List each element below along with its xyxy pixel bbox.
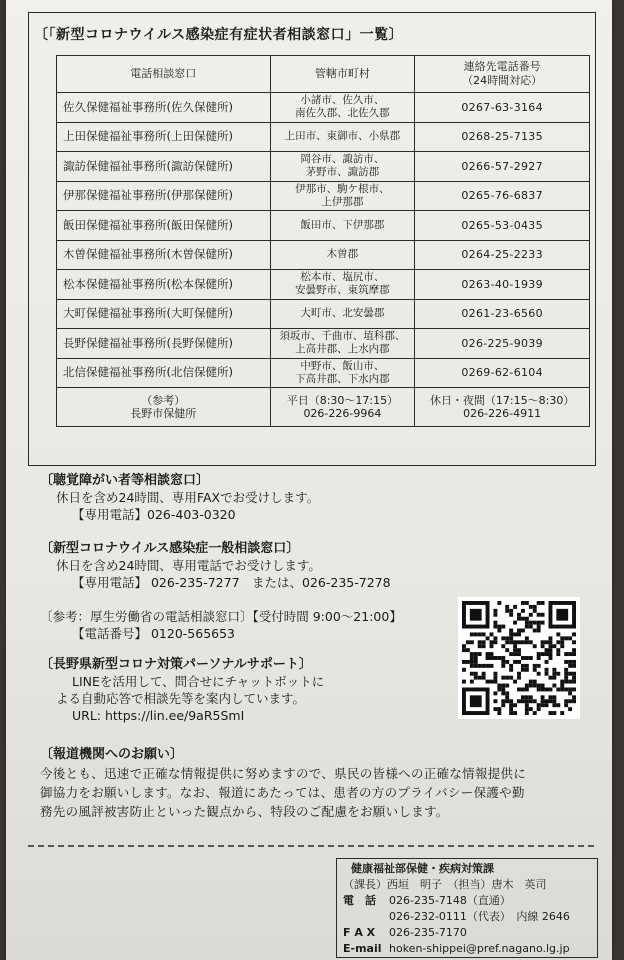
table-header-row <box>57 56 590 93</box>
mhlw-line2: 【電話番号】 0120-565653 <box>72 626 236 641</box>
document-page <box>6 0 612 960</box>
ref-name: 長野市保健所 <box>130 407 197 420</box>
area-cell <box>270 270 415 300</box>
area-line1: 中野市、飯山市、 <box>300 359 385 372</box>
table-row <box>57 329 590 359</box>
hearing-line1: 休日を含め24時間、専用FAXでお受けします。 <box>56 490 320 505</box>
office-cell: 伊那保健福祉事務所(伊那保健所) <box>57 181 271 211</box>
line-support-line2: よる自動応答で相談先等を案内しています。 <box>56 691 306 706</box>
consultation-table <box>56 55 590 427</box>
table-row <box>57 211 590 241</box>
area-line2: 茅野市、諏訪郡 <box>305 166 380 179</box>
area-line1: 岡谷市、諏訪市、 <box>300 153 385 166</box>
area-line1: 須坂市、千曲市、埴科郡、 <box>279 330 406 343</box>
press-line1: 今後とも、迅速で正確な情報提供に努めますので、県民の皆様への正確な情報提供に <box>40 766 527 781</box>
tel-cell: 0263-40-1939 <box>415 270 590 300</box>
mhlw-line1: 〔参考：厚生労働省の電話相談窓口〕【受付時間 9:00～21:00】 <box>40 609 402 624</box>
mhlw-section <box>40 608 402 642</box>
ref-holiday-tel: 026-226-4911 <box>463 407 542 420</box>
tel-cell: 0269-62-6104 <box>415 358 590 388</box>
table-row <box>57 299 590 329</box>
office-cell: 松本保健福祉事務所(松本保健所) <box>57 270 271 300</box>
contact-dept: 健康福祉部保健・疾病対策課 <box>351 862 494 875</box>
area-cell <box>270 152 415 182</box>
area-line2: 下高井郡、下水内郡 <box>295 372 390 385</box>
general-section <box>40 540 391 591</box>
line-support-url[interactable]: URL: https://lin.ee/9aR5SmI <box>72 708 245 723</box>
office-cell: 諏訪保健福祉事務所(諏訪保健所) <box>57 152 271 182</box>
office-cell: 北信保健福祉事務所(北信保健所) <box>57 358 271 388</box>
contact-fax-label: F A X <box>343 926 376 939</box>
table-row <box>57 240 590 270</box>
contact-tel2: 026-232-0111（代表） 内線 2646 <box>389 910 570 923</box>
contact-mail[interactable]: hoken-shippei@pref.nagano.lg.jp <box>389 942 570 955</box>
ref-office-cell <box>57 388 271 427</box>
hearing-heading: 〔聴覚障がい者等相談窓口〕 <box>40 473 210 488</box>
office-cell: 上田保健福祉事務所(上田保健所) <box>57 122 271 152</box>
table-row <box>57 122 590 152</box>
area-cell <box>270 211 415 241</box>
area-cell <box>270 181 415 211</box>
tel-cell: 026-225-9039 <box>415 329 590 359</box>
press-section <box>40 745 600 821</box>
contact-mail-row <box>343 941 591 957</box>
area-line1: 飯田市、下伊那郡 <box>300 218 385 231</box>
header-area: 管轄市町村 <box>270 56 415 93</box>
line-support-heading: 〔長野県新型コロナ対策パーソナルサポート〕 <box>40 657 312 672</box>
press-line2: 御協力をお願いします。なお、報道にあたっては、患者の方のプライバシー保護や勤 <box>40 785 525 800</box>
table-title: 〔「新型コロナウイルス感染症有症状者相談窓口」一覧〕 <box>34 27 404 43</box>
header-office: 電話相談窓口 <box>57 56 271 93</box>
ref-holiday: 休日・夜間（17:15～8:30） <box>429 394 575 407</box>
area-cell <box>270 122 415 152</box>
table-row-reference <box>57 388 590 427</box>
contact-mail-label: E-mail <box>343 942 382 955</box>
line-support-section <box>40 656 324 724</box>
area-line1: 上田市、東御市、小県郡 <box>284 130 401 143</box>
divider <box>28 845 594 847</box>
general-heading: 〔新型コロナウイルス感染症一般相談窓口〕 <box>40 541 300 556</box>
area-line1: 伊那市、駒ケ根市、 <box>295 182 390 195</box>
ref-label: （参考） <box>141 394 186 407</box>
header-tel-label: 連絡先電話番号 <box>463 60 541 73</box>
area-cell <box>270 240 415 270</box>
contact-staff: （課長）西垣 明子 （担当）唐木 英司 <box>343 878 547 891</box>
contact-fax: 026-235-7170 <box>389 926 467 939</box>
table-row <box>57 270 590 300</box>
tel-cell: 0267-63-3164 <box>415 93 590 123</box>
table-row <box>57 358 590 388</box>
ref-weekday: 平日（8:30～17:15） <box>286 394 399 407</box>
press-line3: 務先の風評被害防止といった観点から、特段のご配慮をお願いします。 <box>40 804 449 819</box>
contact-tel-label: 電 話 <box>343 894 376 907</box>
tel-cell: 0268-25-7135 <box>415 122 590 152</box>
office-cell: 木曽保健福祉事務所(木曽保健所) <box>57 240 271 270</box>
general-line2: 【専用電話】 026-235-7277 または、026-235-7278 <box>72 575 391 590</box>
tel-cell: 0264-25-2233 <box>415 240 590 270</box>
area-line2: 安曇野市、東筑摩郡 <box>295 284 390 297</box>
ref-weekday-cell <box>270 388 415 427</box>
hearing-line2: 【専用電話】026-403-0320 <box>72 507 236 522</box>
contact-tel1: 026-235-7148（直通） <box>389 894 511 907</box>
line-support-line1: LINEを活用して、問合せにチャットボットに <box>72 674 325 689</box>
area-line1: 松本市、塩尻市、 <box>300 271 385 284</box>
area-line2: 上高井郡、上水内郡 <box>295 343 390 356</box>
header-tel-note: （24時間対応） <box>462 74 543 87</box>
ref-weekday-tel: 026-226-9964 <box>303 407 382 420</box>
hearing-section <box>40 472 319 523</box>
office-cell: 佐久保健福祉事務所(佐久保健所) <box>57 93 271 123</box>
area-line2: 南佐久郡、北佐久郡 <box>295 107 390 120</box>
area-line1: 木曽郡 <box>326 248 359 261</box>
contact-tel-row <box>343 893 591 909</box>
office-cell: 長野保健福祉事務所(長野保健所) <box>57 329 271 359</box>
contact-fax-row <box>343 925 591 941</box>
area-line1: 大町市、北安曇郡 <box>300 307 385 320</box>
ref-holiday-cell <box>415 388 590 427</box>
contact-tel2-row <box>343 909 591 925</box>
table-row <box>57 181 590 211</box>
table-row <box>57 152 590 182</box>
contact-box <box>336 858 598 958</box>
area-line1: 小諸市、佐久市、 <box>300 94 385 107</box>
area-line2: 上伊那郡 <box>321 195 364 208</box>
area-cell <box>270 299 415 329</box>
tel-cell: 0261-23-6560 <box>415 299 590 329</box>
qr-code-icon[interactable] <box>458 597 580 719</box>
general-line1: 休日を含め24時間、専用電話でお受けします。 <box>56 558 321 573</box>
tel-cell: 0265-76-6837 <box>415 181 590 211</box>
office-cell: 大町保健福祉事務所(大町保健所) <box>57 299 271 329</box>
press-heading: 〔報道機関へのお願い〕 <box>40 747 184 762</box>
table-row <box>57 93 590 123</box>
header-tel <box>415 56 590 93</box>
tel-cell: 0265-53-0435 <box>415 211 590 241</box>
area-cell <box>270 93 415 123</box>
area-cell <box>270 358 415 388</box>
tel-cell: 0266-57-2927 <box>415 152 590 182</box>
area-cell <box>270 329 415 359</box>
office-cell: 飯田保健福祉事務所(飯田保健所) <box>57 211 271 241</box>
